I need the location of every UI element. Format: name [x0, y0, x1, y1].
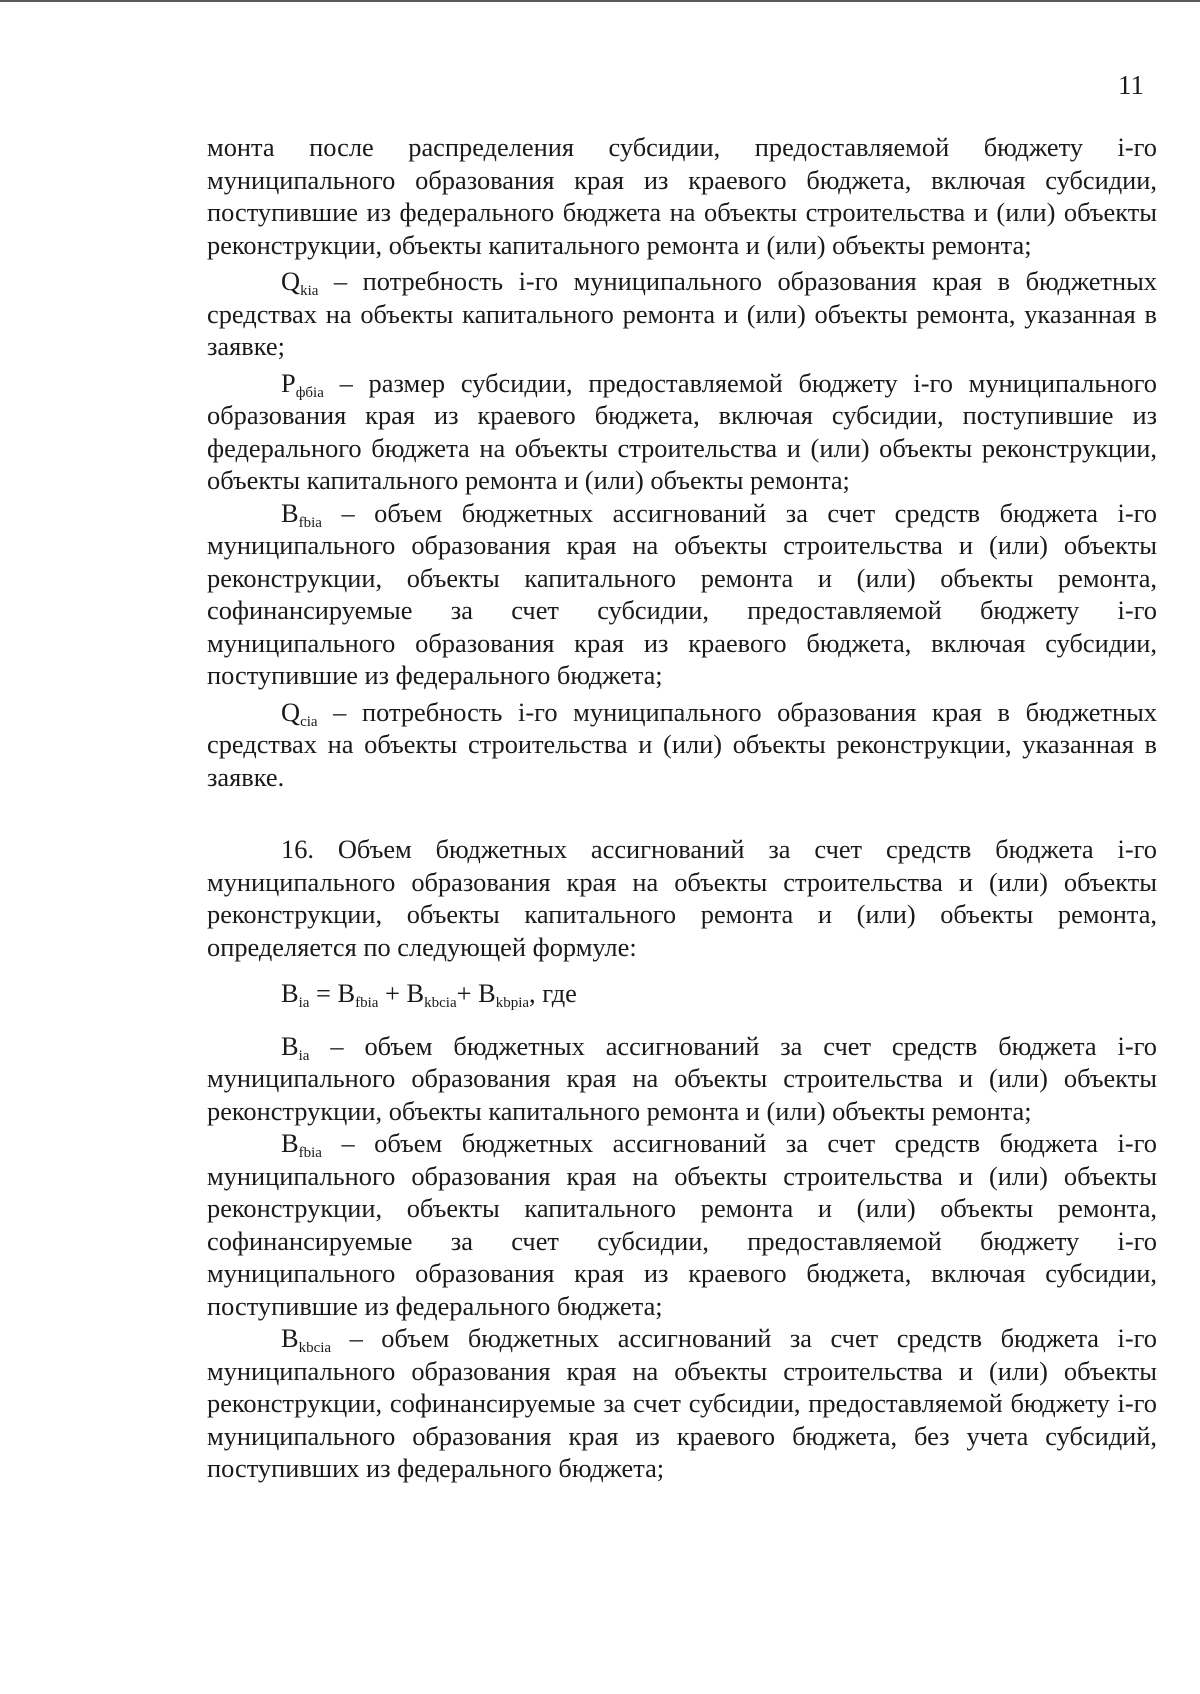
symbol-subscript: фбia [295, 384, 324, 401]
symbol: B [281, 1323, 299, 1353]
definition-text: – потребность i-го муниципального образования края в бюджетных средствах на объекты строительства и (или) объекты реконструкции, указанная в заявке. [207, 696, 1157, 792]
definition-b-fbia-2 [207, 1127, 1157, 1322]
definition-text: – размер субсидии, предоставляемой бюджету i-го муниципального образования края из краевого бюджета, включая субсидии, поступившие из федерального бюджета на объекты строительства и (или) объекты реконструкции, объекты капитального ремонта и (или) объекты ремонта; [207, 367, 1157, 495]
symbol: P [281, 367, 296, 398]
definition-q-kia [207, 265, 1157, 363]
symbol-subscript: ia [298, 1047, 310, 1064]
section-16-paragraph: 16. Объем бюджетных ассигнований за счет средств бюджета i-го муниципального образования края на объекты строительства и (или) объекты реконструкции, объекты капитального ремонта и (или) объекты ремонта, определяется по следующей формуле: [207, 834, 1157, 962]
symbol-subscript: fbia [298, 1145, 322, 1161]
symbol: Q [281, 266, 301, 296]
document-body [207, 131, 1157, 1485]
symbol-subscript: kia [300, 283, 319, 299]
scan-top-edge [0, 0, 1200, 2]
symbol: B [281, 1128, 299, 1158]
definition-text: – объем бюджетных ассигнований за счет средств бюджета i-го муниципального образования края на объекты строительства и (или) объекты реконструкции, объекты капитального ремонта и (или) объекты ремонта, софинансируемые за счет субсидии, предоставляемой бюджету i-го муниципального образования края из краевого бюджета, включая субсидии, поступившие из федерального бюджета; [207, 497, 1157, 690]
definition-text: – потребность i-го муниципального образования края в бюджетных средствах на объекты капитального ремонта и (или) объекты ремонта, указанная в заявке; [207, 266, 1157, 361]
paragraph-continuation: монта после распределения субсидии, предоставляемой бюджету i-го муниципального образования края из краевого бюджета, включая субсидии, поступившие из федерального бюджета на объекты строительства и (или) объекты реконструкции, объекты капитального ремонта и (или) объекты ремонта; [207, 132, 1157, 260]
definition-text: – объем бюджетных ассигнований за счет средств бюджета i-го муниципального образования края на объекты строительства и (или) объекты реконструкции, объекты капитального ремонта и (или) объекты ремонта, софинансируемые за счет субсидии, предоставляемой бюджету i-го муниципального образования края из краевого бюджета, включая субсидии, поступившие из федерального бюджета; [207, 1128, 1157, 1321]
symbol-subscript: cia [300, 713, 318, 730]
formula-b-ia: $B_{ia} = B_{fbia} + B_{kbcia}+ B_{kbpia}$, где [281, 978, 577, 1011]
definition-text: – объем бюджетных ассигнований за счет средств бюджета i-го муниципального образования края на объекты строительства и (или) объекты реконструкции, объекты капитального ремонта и (или) объекты ремонта; [207, 1030, 1157, 1126]
definition-b-ia [207, 1030, 1157, 1128]
symbol: B [281, 497, 299, 528]
page-number: 11 [1118, 70, 1144, 100]
definition-b-fbia [207, 497, 1157, 692]
symbol: Q [281, 696, 301, 727]
definition-b-kbcia [207, 1322, 1157, 1485]
symbol: B [281, 1030, 299, 1061]
definition-q-cia [207, 696, 1157, 794]
symbol-subscript: kbcia [298, 1340, 332, 1356]
definition-text: – объем бюджетных ассигнований за счет средств бюджета i-го муниципального образования края на объекты строительства и (или) объекты реконструкции, софинансируемые за счет субсидии, предоставляемой бюджету i-го муниципального образования края из краевого бюджета, без учета субсидий, поступивших из федерального бюджета; [207, 1323, 1157, 1483]
definition-p-fbia [207, 367, 1157, 497]
symbol-subscript: fbia [298, 514, 322, 531]
